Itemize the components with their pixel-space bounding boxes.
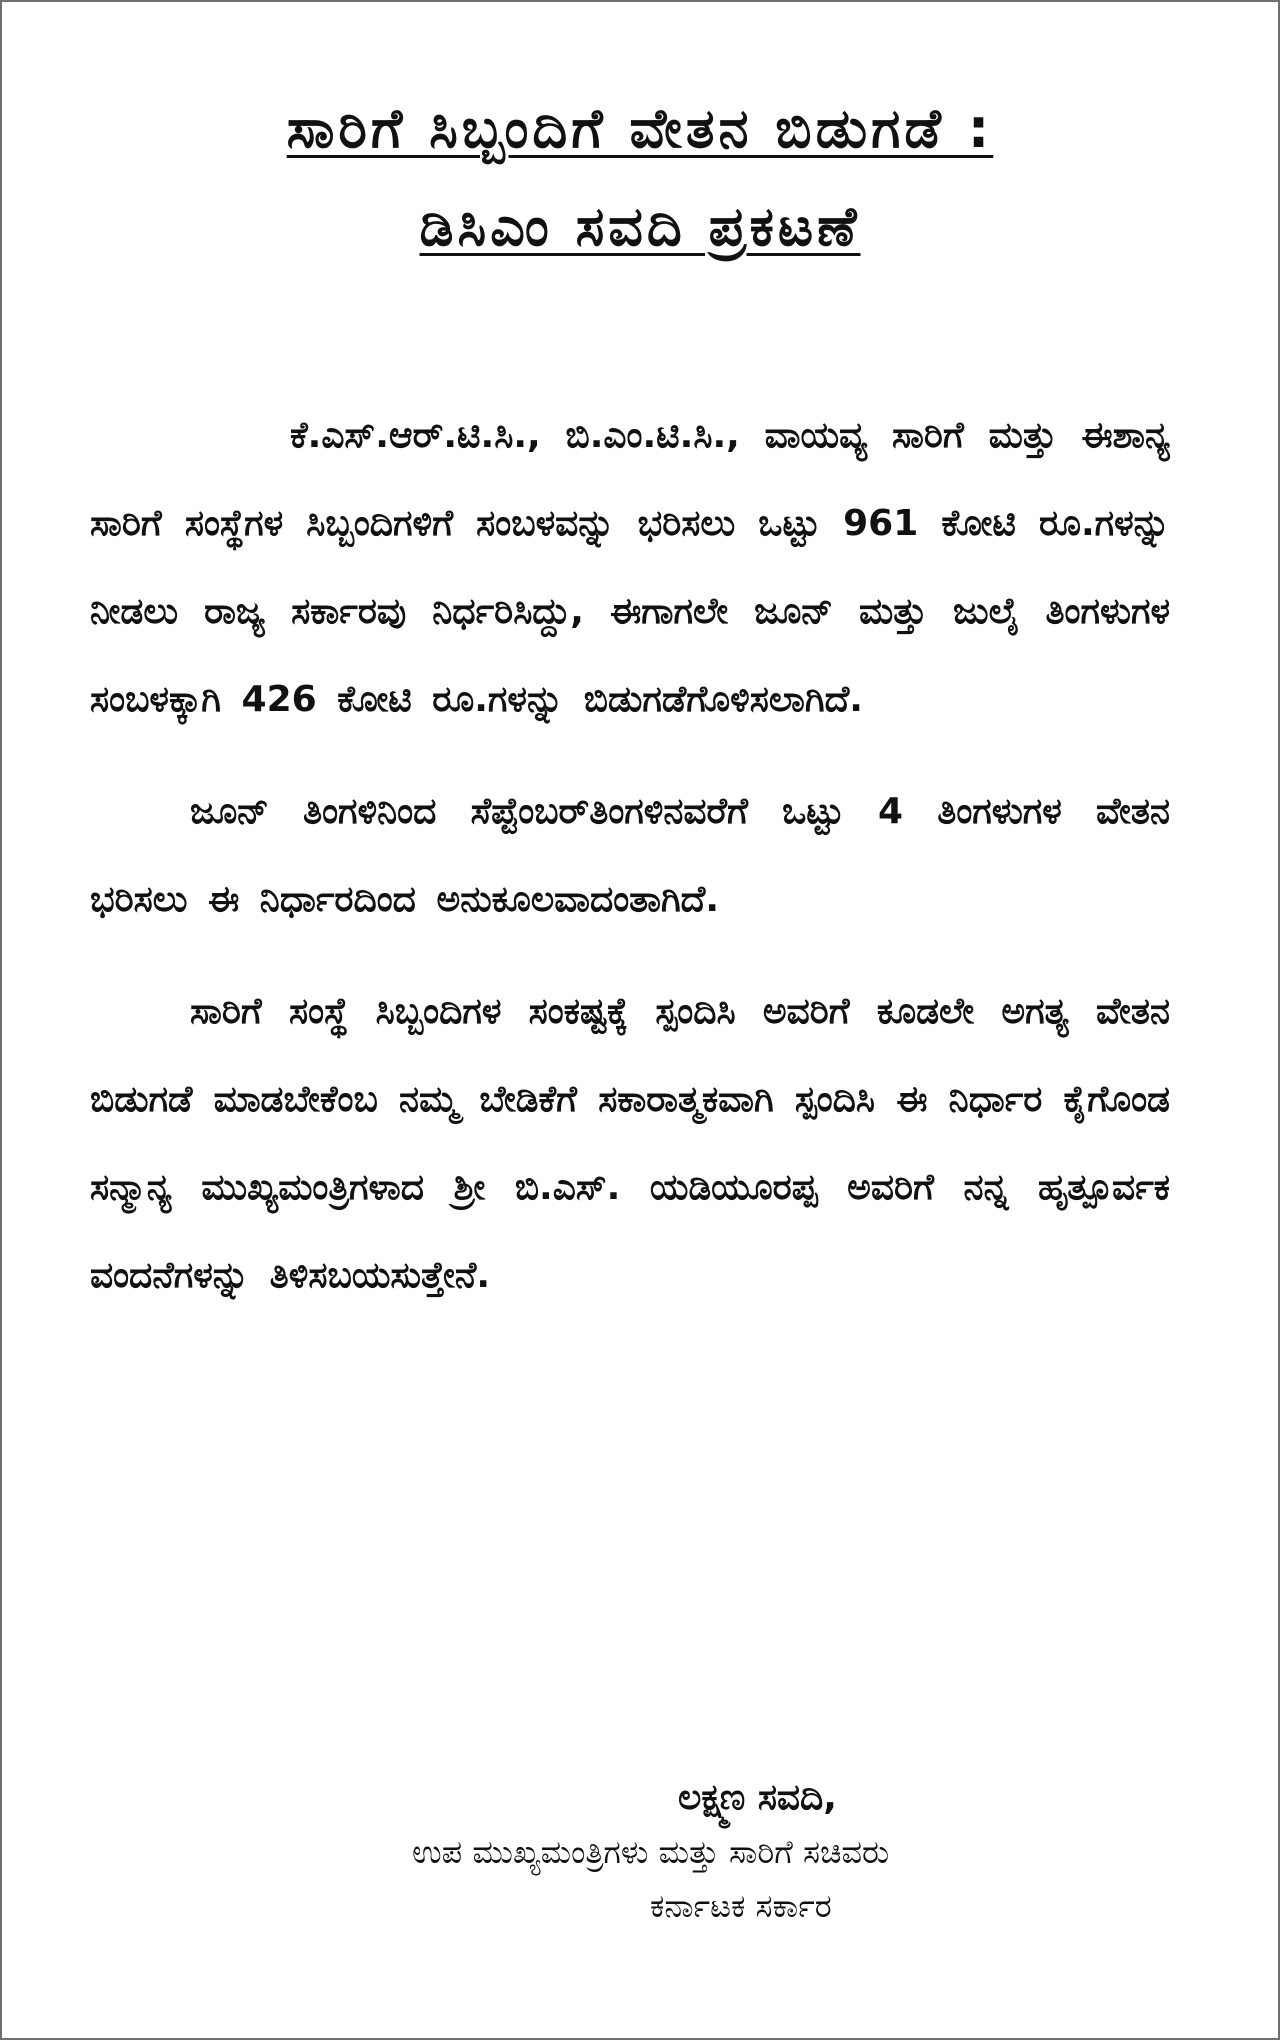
headline-line-2-text: ಡಿಸಿಎಂ ಸವದಿ ಪ್ರಕಟಣೆ (419, 195, 861, 258)
paragraph-months: ಜೂನ್ ತಿಂಗಳಿನಿಂದ ಸೆಪ್ಟೆಂಬರ್‌ತಿಂಗಳಿನವರೆಗೆ ಒಟ್ಟು 4 ತಿಂಗಳುಗಳ ವೇತನ ಭರಿಸಲು ಈ ನಿರ್ಧಾರದಿಂದ ಅನುಕೂಲವಾದಂತಾಗಿದೆ. (90, 791, 1170, 920)
headline-line-1 (2, 97, 1278, 166)
release-body (90, 392, 1170, 1344)
headline-line-1-text: ಸಾರಿಗೆ ಸಿಬ್ಬಂದಿಗೆ ವೇತನ ಬಿಡುಗಡೆ : (286, 97, 994, 160)
headline (2, 97, 1278, 264)
signatory-office: ಕರ್ನಾಟಕ ಸರ್ಕಾರ (650, 1887, 832, 1925)
signatory-name: ಲಕ್ಷ್ಮಣ ಸವದಿ, (678, 1777, 837, 1818)
paragraph-funds: ಕೆ.ಎಸ್.ಆರ್.ಟಿ.ಸಿ., ಬಿ.ಎಂ.ಟಿ.ಸಿ., ವಾಯವ್ಯ ಸಾರಿಗೆ ಮತ್ತು ಈಶಾನ್ಯ ಸಾರಿಗೆ ಸಂಸ್ಥೆಗಳ ಸಿಬ್ಬಂದಿಗಳಿಗೆ ಸಂಬಳವನ್ನು ಭರಿಸಲು ಒಟ್ಟು 961 ಕೋಟಿ ರೂ.ಗಳನ್ನು ನೀಡಲು ರಾಜ್ಯ ಸರ್ಕಾರವು ನಿರ್ಧರಿಸಿದ್ದು, ಈಗಾಗಲೇ ಜೂನ್ ಮತ್ತು ಜುಲೈ ತಿಂಗಳುಗಳ ಸಂಬಳಕ್ಕಾಗಿ 426 ಕೋಟಿ ರೂ.ಗಳನ್ನು ಬಿಡುಗಡೆಗೊಳಿಸಲಾಗಿದೆ. (90, 415, 1170, 720)
headline-line-2 (2, 195, 1278, 264)
signatory-role: ಉಪ ಮುಖ್ಯಮಂತ್ರಿಗಳು ಮತ್ತು ಸಾರಿಗೆ ಸಚಿವರು (412, 1833, 890, 1871)
paragraph-thanks: ಸಾರಿಗೆ ಸಂಸ್ಥೆ ಸಿಬ್ಬಂದಿಗಳ ಸಂಕಷ್ಟಕ್ಕೆ ಸ್ಪಂದಿಸಿ ಅವರಿಗೆ ಕೂಡಲೇ ಅಗತ್ಯ ವೇತನ ಬಿಡುಗಡೆ ಮಾಡಬೇಕೆಂಬ ನಮ್ಮ ಬೇಡಿಕೆಗೆ ಸಕಾರಾತ್ಮಕವಾಗಿ ಸ್ಪಂದಿಸಿ ಈ ನಿರ್ಧಾರ ಕೈಗೊಂಡ ಸನ್ಮಾನ್ಯ ಮುಖ್ಯಮಂತ್ರಿಗಳಾದ ಶ್ರೀ ಬಿ.ಎಸ್. ಯಡಿಯೂರಪ್ಪ ಅವರಿಗೆ ನನ್ನ ಹೃತ್ಪೂರ್ವಕ ವಂದನೆಗಳನ್ನು ತಿಳಿಸಬಯಸುತ್ತೇನೆ. (90, 991, 1170, 1296)
